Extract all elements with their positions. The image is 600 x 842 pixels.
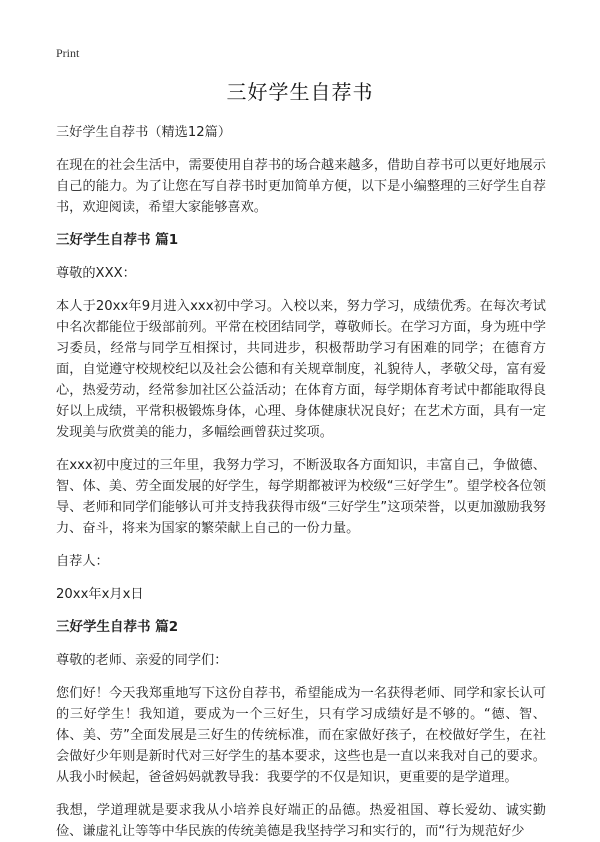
intro-paragraph: 在现在的社会生活中，需要使用自荐书的场合越来越多，借助自荐书可以更好地展示自己的能力。为了让您在写自荐书时更加简单方便，以下是小编整理的三好学生自荐书，欢迎阅读，希望大家能够喜欢。 bbox=[56, 158, 546, 215]
signature-label: 自荐人： bbox=[56, 554, 109, 569]
section-heading-1: 三好学生自荐书 篇1 bbox=[56, 232, 179, 248]
print-label: Print bbox=[56, 46, 80, 60]
date-line: 20xx年x月x日 bbox=[56, 587, 144, 602]
greeting-2: 尊敬的老师、亲爱的同学们： bbox=[56, 653, 228, 668]
section2-paragraph-1: 您们好！今天我郑重地写下这份自荐书，希望能成为一名获得老师、同学和家长认可的三好学生！我知道，要成为一个三好生，只有学习成绩好是不够的。“德、智、体、美、劳”全面发展是三好生的传统标准，而在家做好孩子，在校做好学生，在社会做好少年则是新时代对三好学生的基本要求，这些也是一直以来我对自己的要求。从我小时候起，爸爸妈妈就教导我：我要学的不仅是知识，更重要的是学道理。 bbox=[56, 686, 546, 785]
subtitle: 三好学生自荐书（精选12篇） bbox=[56, 125, 232, 140]
section-heading-2: 三好学生自荐书 篇2 bbox=[56, 619, 179, 635]
section2-paragraph-2: 我想，学道理就是要求我从小培养良好端正的品德。热爱祖国、尊长爱幼、诚实勤俭、谦虚礼让等等中华民族的传统美德是我坚持学习和实行的，而“行为规范好少 bbox=[56, 803, 546, 839]
page-title: 三好学生自荐书 bbox=[226, 80, 374, 104]
section1-paragraph-2: 在xxx初中度过的三年里，我努力学习，不断汲取各方面知识，丰富自己，争做德、智、体、美、劳全面发展的好学生，每学期都被评为校级“三好学生”。望学校各位领导、老师和同学们能够认可并支持我获得市级“三好学生”这项荣誉，以更加激励我努力、奋斗，将来为国家的繁荣献上自己的一份力量。 bbox=[56, 458, 546, 536]
document-body bbox=[56, 122, 546, 842]
greeting-1: 尊敬的XXX： bbox=[56, 266, 136, 281]
section1-paragraph-1: 本人于20xx年9月进入xxx初中学习。入校以来，努力学习，成绩优秀。在每次考试中名次都能位于级部前列。平常在校团结同学，尊敬师长。在学习方面，身为班中学习委员，经常与同学互相探讨，共同进步，积极帮助学习有困难的同学；在德育方面，自觉遵守校规校纪以及社会公德和有关规章制度，礼貌待人，孝敬父母，富有爱心，热爱劳动，经常参加社区公益活动；在体育方面，每学期体育考试中都能取得良好以上成绩，平常积极锻炼身体，心理、身体健康状况良好；在艺术方面，具有一定发现美与欣赏美的能力，多幅绘画曾获过奖项。 bbox=[56, 299, 546, 440]
